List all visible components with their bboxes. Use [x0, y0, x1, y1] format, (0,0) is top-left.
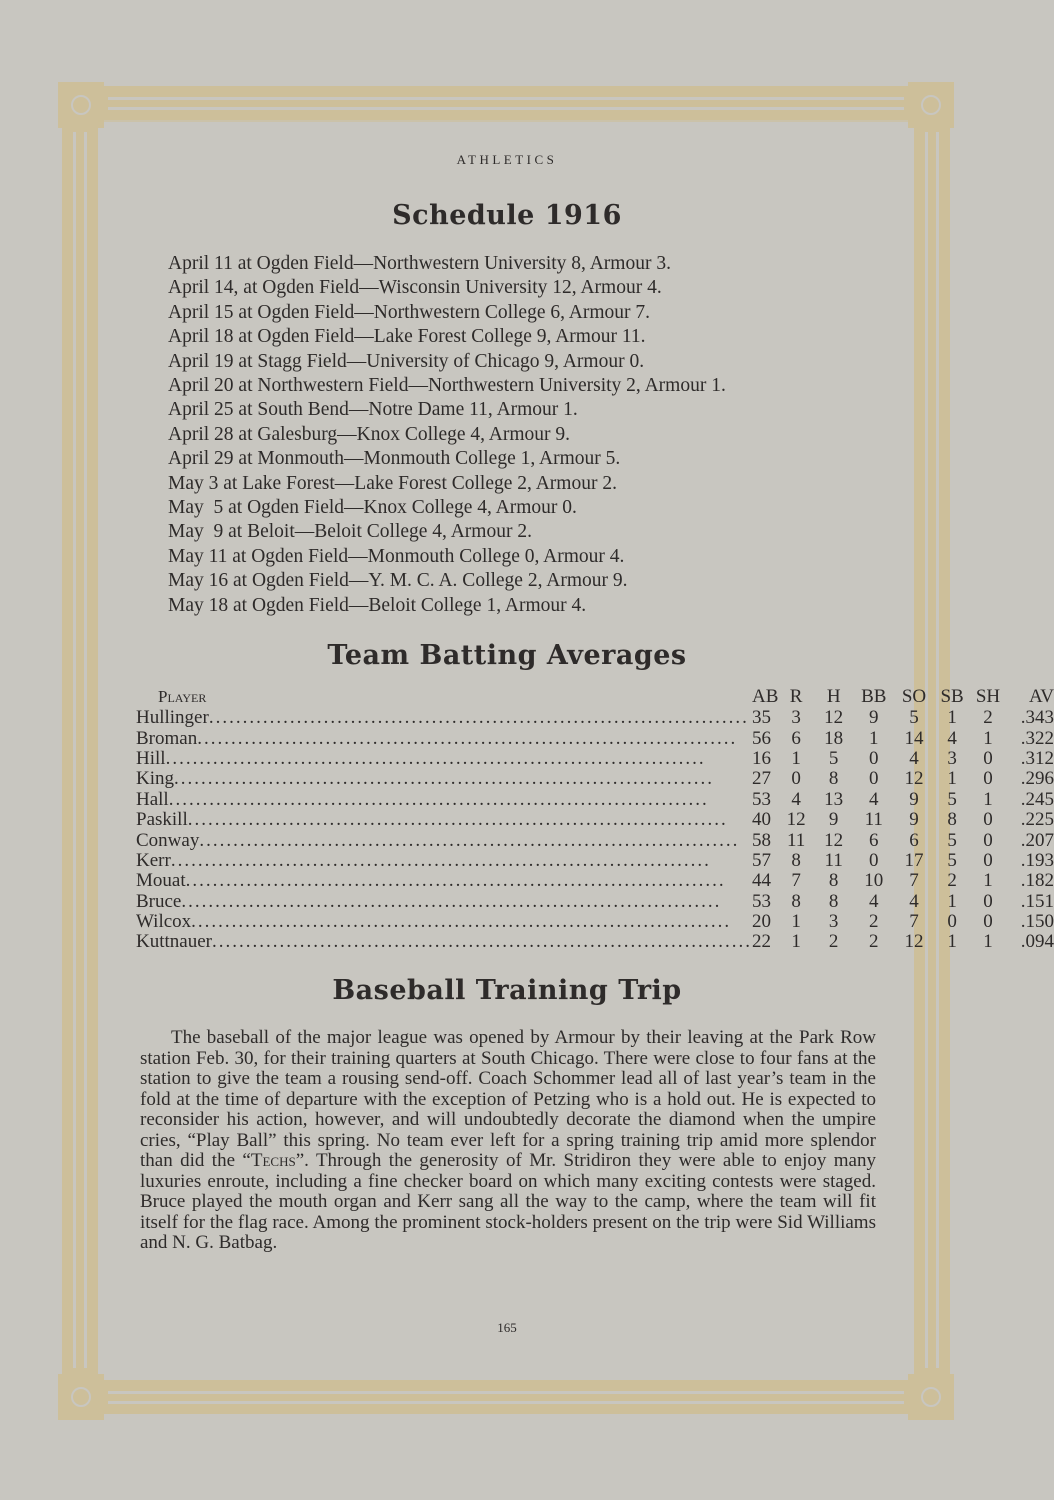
stat-cell: .296: [1020, 768, 1054, 790]
stat-cell: 3: [791, 707, 801, 729]
stat-cell: 4: [909, 890, 919, 912]
player-name: Kuttnauer: [136, 932, 212, 953]
schedule-item: April 14, at Ogden Field—Wisconsin University 12, Armour 4.: [168, 277, 662, 299]
stat-cell: 0: [983, 747, 993, 769]
column-header: R: [789, 686, 803, 707]
stat-cell: 5: [947, 849, 957, 871]
stat-cell: .182: [1020, 870, 1054, 892]
column-header: H: [826, 686, 841, 707]
player-name-cell: Hill................................................................................: [136, 748, 706, 769]
techs-text: Techs: [250, 1150, 296, 1171]
stat-cell: 12: [786, 809, 806, 831]
stat-cell: .150: [1020, 911, 1054, 933]
column-header: SB: [940, 686, 964, 707]
stat-cell: 53: [751, 890, 771, 912]
stat-cell: 1: [983, 788, 993, 810]
player-name-cell: Mouat................................................................................: [136, 871, 726, 892]
player-name: King: [136, 769, 174, 790]
paragraph-text: The baseball of the major league was opened by Armour by their leaving at the Park Row station Feb. 30, for their training quarters at South Chicago. There were close to four fans at the station to give the team a rousing send-off. Coach Schommer lead all of last year’s team in the fold at the time of departure with the exception of Petzing who is a hold out. He is expected to reconsider his action, however, and will undoubtedly decorate the diamond when the umpire cries, “Play Ball” this spring. No team ever left for a spring training trip amid more splendor than did the “: [140, 1027, 876, 1171]
schedule-item: April 11 at Ogden Field—Northwestern University 8, Armour 3.: [168, 253, 671, 274]
schedule-item: May 18 at Ogden Field—Beloit College 1, Armour 4.: [168, 594, 587, 616]
stat-cell: 6: [791, 727, 801, 749]
stat-cell: 1: [983, 931, 993, 953]
table-row: [136, 912, 1054, 932]
player-name-cell: Wilcox................................................................................: [136, 911, 732, 933]
stat-cell: 1: [947, 890, 957, 912]
trip-paragraph: [140, 1028, 876, 1254]
schedule-item: May 3 at Lake Forest—Lake Forest College 2, Armour 2.: [168, 472, 617, 494]
column-header: BB: [861, 686, 887, 707]
stat-cell: .094: [1020, 931, 1054, 953]
stat-cell: 56: [751, 727, 771, 749]
stat-cell: 16: [751, 747, 771, 769]
stat-cell: .225: [1020, 809, 1054, 831]
table-row: [136, 830, 1054, 850]
stat-cell: 3: [828, 911, 839, 933]
column-header: Player: [158, 687, 207, 706]
table-row: [136, 871, 1054, 891]
stat-cell: 11: [864, 809, 883, 831]
stat-cell: 5: [947, 829, 957, 851]
trip-title: Baseball Training Trip: [332, 975, 682, 1006]
stat-cell: 5: [947, 788, 957, 810]
stat-cell: 7: [909, 911, 919, 933]
stat-cell: 1: [791, 747, 801, 769]
player-name-cell: Bruce................................................................................: [136, 891, 722, 912]
stat-cell: 0: [983, 829, 993, 851]
stat-cell: 8: [791, 890, 801, 912]
stat-cell: 2: [947, 870, 957, 892]
batting-table: [136, 686, 1054, 953]
page-number: 165: [497, 1320, 517, 1335]
stat-cell: 27: [751, 768, 771, 790]
column-header: SH: [975, 686, 1001, 707]
stat-cell: 4: [947, 727, 957, 749]
stat-cell: 0: [983, 890, 993, 912]
stat-cell: .322: [1020, 727, 1054, 749]
stat-cell: 4: [869, 890, 879, 912]
player-name: Conway: [136, 830, 200, 851]
table-row: [136, 932, 1054, 952]
stat-cell: 1: [869, 727, 879, 749]
player-name: Broman: [136, 728, 198, 749]
stat-cell: 17: [904, 849, 924, 871]
table-row: [136, 810, 1054, 830]
stat-cell: 2: [869, 911, 879, 933]
table-row: [136, 769, 1054, 789]
stat-cell: 4: [909, 747, 919, 769]
table-row: [136, 851, 1054, 871]
table-row: [136, 749, 1054, 769]
stat-cell: 40: [751, 809, 771, 831]
stat-cell: 0: [983, 849, 993, 871]
stat-cell: 2: [869, 931, 879, 953]
column-header: AV: [1029, 686, 1054, 707]
stat-cell: 4: [791, 788, 801, 810]
table-row: [136, 790, 1054, 810]
stat-cell: 0: [869, 747, 879, 769]
stat-cell: 13: [824, 788, 844, 810]
stat-cell: 18: [824, 727, 844, 749]
stat-cell: 0: [791, 768, 801, 790]
player-name: Hall: [136, 789, 169, 810]
player-name: Paskill: [136, 809, 188, 831]
player-name-cell: Conway................................................................................: [136, 830, 740, 851]
stat-cell: 12: [824, 829, 844, 851]
stat-cell: 53: [751, 788, 771, 810]
stat-cell: 3: [947, 747, 957, 769]
stat-cell: 9: [909, 809, 919, 831]
stat-cell: .312: [1020, 747, 1054, 769]
schedule-list: [168, 252, 726, 618]
table-row: [136, 708, 1054, 728]
player-name-cell: Kerr................................................................................: [136, 850, 711, 871]
stat-cell: 0: [947, 911, 957, 933]
stat-cell: .207: [1020, 829, 1054, 851]
stat-cell: 5: [828, 747, 839, 769]
stat-cell: .193: [1020, 849, 1054, 871]
schedule-item: April 25 at South Bend—Notre Dame 11, Armour 1.: [168, 399, 578, 421]
stat-cell: 7: [909, 870, 919, 892]
stat-cell: 9: [828, 809, 839, 831]
stat-cell: 10: [864, 870, 884, 892]
stat-cell: 8: [828, 890, 839, 912]
stat-cell: 8: [791, 849, 801, 871]
schedule-item: April 15 at Ogden Field—Northwestern College 6, Armour 7.: [168, 301, 651, 323]
running-header: ATHLETICS: [456, 152, 558, 167]
stat-cell: 12: [904, 931, 924, 953]
stat-cell: 4: [869, 788, 879, 810]
stat-cell: 11: [786, 829, 806, 851]
column-header: SO: [901, 686, 927, 707]
table-row: [136, 728, 1054, 748]
stat-cell: 5: [909, 707, 919, 729]
player-name-cell: King................................................................................: [136, 769, 714, 790]
stat-cell: 58: [751, 829, 771, 851]
stat-cell: 7: [791, 870, 801, 892]
stat-cell: 0: [983, 911, 993, 933]
stat-cell: 2: [828, 931, 839, 953]
schedule-item: May 11 at Ogden Field—Monmouth College 0, Armour 4.: [168, 545, 625, 567]
stat-cell: 9: [909, 788, 919, 810]
stat-cell: 1: [947, 707, 957, 729]
player-name-cell: Hullinger................................................................................: [136, 708, 749, 729]
stat-cell: 0: [983, 768, 993, 790]
stat-cell: 20: [751, 911, 771, 933]
stat-cell: 8: [828, 870, 839, 892]
stat-cell: 0: [869, 768, 879, 790]
schedule-item: April 18 at Ogden Field—Lake Forest College 9, Armour 11.: [168, 326, 646, 348]
stat-cell: 57: [751, 849, 771, 871]
player-name-cell: Hall................................................................................: [136, 789, 709, 810]
table-row: [136, 892, 1054, 912]
schedule-item: April 29 at Monmouth—Monmouth College 1, Armour 5.: [168, 448, 621, 470]
player-name: Bruce: [136, 891, 182, 912]
stat-cell: 1: [983, 870, 993, 892]
player-name: Hill: [136, 748, 166, 769]
player-name: Hullinger: [136, 708, 209, 729]
schedule-item: April 19 at Stagg Field—University of Chicago 9, Armour 0.: [168, 350, 645, 372]
stat-cell: 22: [751, 931, 771, 953]
schedule-item: May 16 at Ogden Field—Y. M. C. A. College 2, Armour 9.: [168, 570, 628, 592]
batting-title: Team Batting Averages: [327, 640, 687, 671]
stat-cell: 9: [869, 707, 879, 729]
stat-cell: 12: [824, 707, 844, 729]
stat-cell: 1: [947, 768, 957, 790]
stat-cell: 1: [983, 727, 993, 749]
column-header: AB: [751, 686, 779, 707]
player-name-cell: Paskill................................................................................: [136, 809, 728, 831]
stat-cell: 11: [824, 849, 843, 871]
stat-cell: 1: [791, 931, 801, 953]
stat-cell: 8: [828, 768, 839, 790]
schedule-title: Schedule 1916: [392, 200, 622, 231]
stat-cell: 6: [869, 829, 879, 851]
player-name-cell: Broman................................................................................: [136, 728, 738, 749]
stat-cell: .151: [1020, 890, 1054, 912]
stat-cell: 0: [983, 809, 993, 831]
paragraph-text: ”. Through the generosity of Mr. Stridiron they were able to enjoy many luxuries enroute, including a fine checker board on which many exciting contests were staged. Bruce played the mouth organ and Kerr sang all the way to the camp, where the team will fit itself for the flag race. Among the prominent stock-holders present on the trip were Sid Williams and N. G. Batbag.: [140, 1150, 876, 1253]
stat-cell: .343: [1020, 707, 1054, 729]
stat-cell: 14: [904, 727, 924, 749]
player-name: Kerr: [136, 850, 171, 871]
stat-cell: 6: [909, 829, 919, 851]
schedule-item: May 9 at Beloit—Beloit College 4, Armour 2.: [168, 521, 532, 543]
stat-cell: 2: [983, 707, 993, 729]
player-name-cell: Kuttnauer................................................................................: [136, 932, 752, 953]
stat-cell: 0: [869, 849, 879, 871]
stat-cell: 44: [751, 870, 771, 892]
stat-cell: 35: [751, 707, 771, 729]
schedule-item: April 20 at Northwestern Field—Northwestern University 2, Armour 1.: [168, 375, 726, 397]
player-name: Mouat: [136, 871, 186, 892]
stat-cell: 1: [791, 911, 801, 933]
stat-cell: 8: [947, 809, 957, 831]
schedule-item: April 28 at Galesburg—Knox College 4, Armour 9.: [168, 423, 571, 445]
stat-cell: 1: [947, 931, 957, 953]
table-header-row: [136, 686, 1054, 708]
stat-cell: 12: [904, 768, 924, 790]
schedule-item: May 5 at Ogden Field—Knox College 4, Armour 0.: [168, 497, 577, 519]
player-name: Wilcox: [136, 911, 192, 933]
stat-cell: .245: [1020, 788, 1054, 810]
